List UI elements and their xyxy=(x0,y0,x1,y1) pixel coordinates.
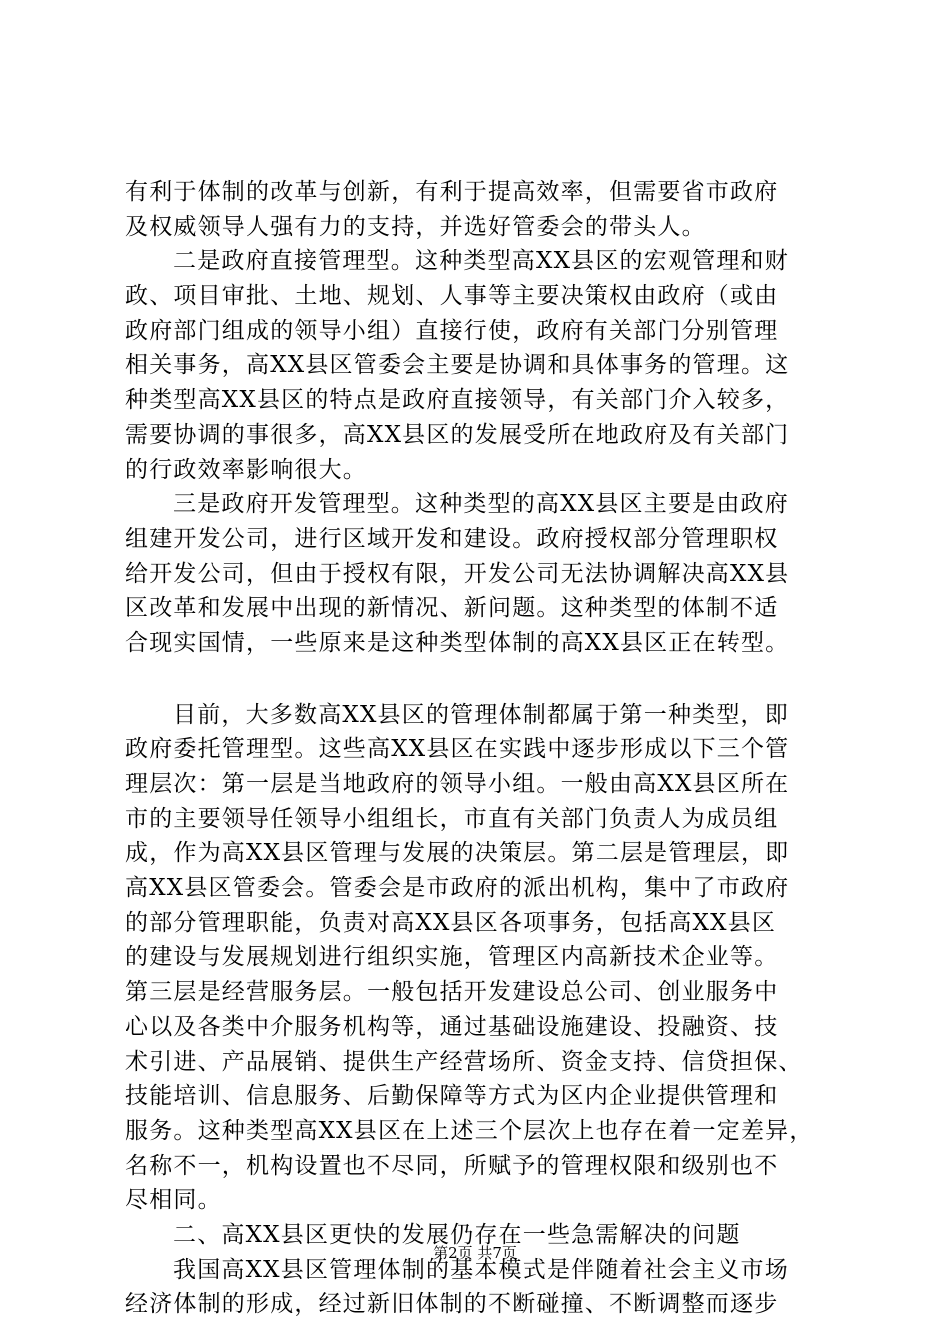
text-line: 市的主要领导任领导小组组长，市直有关部门负责人为成员组 xyxy=(125,805,779,832)
text-line: 的部分管理职能，负责对高XX县区各项事务，包括高XX县区 xyxy=(125,909,777,936)
text-line: 政府委托管理型。这些高XX县区在实践中逐步形成以下三个管 xyxy=(125,736,790,763)
text-line: 技能培训、信息服务、后勤保障等方式为区内企业提供管理和 xyxy=(125,1083,779,1110)
document-body xyxy=(125,175,830,1322)
text-line: 尽相同。 xyxy=(125,1187,222,1214)
text-line: 理层次：第一层是当地政府的领导小组。一般由高XX县区所在 xyxy=(125,771,790,797)
text-line: 的建设与发展规划进行组织实施，管理区内高新技术企业等。 xyxy=(125,944,779,971)
text-line: 的行政效率影响很大。 xyxy=(125,456,367,483)
text-line: 术引进、产品展销、提供生产经营场所、资金支持、信贷担保、 xyxy=(125,1048,803,1075)
text-line: 给开发公司，但由于授权有限，开发公司无法协调解决高XX县 xyxy=(125,560,790,587)
text-line: 组建开发公司，进行区域开发和建设。政府授权部分管理职权 xyxy=(125,525,779,552)
paragraph-start-line: 目前，大多数高XX县区的管理体制都属于第一种类型，即 xyxy=(173,701,789,728)
text-line: 相关事务，高XX县区管委会主要是协调和具体事务的管理。这 xyxy=(125,352,790,379)
text-line: 合现实国情，一些原来是这种类型体制的高XX县区正在转型。 xyxy=(125,629,790,656)
text-line: 经济体制的形成，经过新旧体制的不断碰撞、不断调整而逐步 xyxy=(125,1291,779,1318)
text-line: 成，作为高XX县区管理与发展的决策层。第二层是管理层，即 xyxy=(125,840,790,867)
paragraph-start-line: 我国高XX县区管理体制的基本模式是伴随着社会主义市场 xyxy=(173,1256,789,1283)
text-line: 需要协调的事很多，高XX县区的发展受所在地政府及有关部门 xyxy=(125,421,790,448)
text-line: 种类型高XX县区的特点是政府直接领导，有关部门介入较多， xyxy=(125,387,790,414)
text-line: 政府部门组成的领导小组）直接行使，政府有关部门分别管理 xyxy=(125,317,779,344)
paragraph-start-line: 二是政府直接管理型。这种类型高XX县区的宏观管理和财 xyxy=(173,248,789,275)
text-line: 有利于体制的改革与创新，有利于提高效率，但需要省市政府 xyxy=(125,179,779,205)
text-line: 第三层是经营服务层。一般包括开发建设总公司、创业服务中 xyxy=(125,979,779,1006)
text-line: 及权威领导人强有力的支持，并选好管委会的带头人。 xyxy=(125,213,706,240)
text-line: 高XX县区管委会。管委会是市政府的派出机构，集中了市政府 xyxy=(125,875,790,902)
text-line: 心以及各类中介服务机构等，通过基础设施建设、投融资、技 xyxy=(125,1013,779,1040)
text-line: 服务。这种类型高XX县区在上述三个层次上也存在着一定差异， xyxy=(125,1117,814,1144)
text-line: 政、项目审批、土地、规划、人事等主要决策权由政府（或由 xyxy=(125,283,779,310)
section-heading: 二、高XX县区更快的发展仍存在一些急需解决的问题 xyxy=(173,1221,741,1248)
page-number-footer: 第2页 共7页 xyxy=(433,1244,517,1262)
text-line: 区改革和发展中出现的新情况、新问题。这种类型的体制不适 xyxy=(125,595,779,622)
paragraph-start-line: 三是政府开发管理型。这种类型的高XX县区主要是由政府 xyxy=(173,491,789,518)
text-line: 名称不一，机构设置也不尽同，所赋予的管理权限和级别也不 xyxy=(125,1152,779,1179)
paragraph-gap xyxy=(125,661,830,698)
